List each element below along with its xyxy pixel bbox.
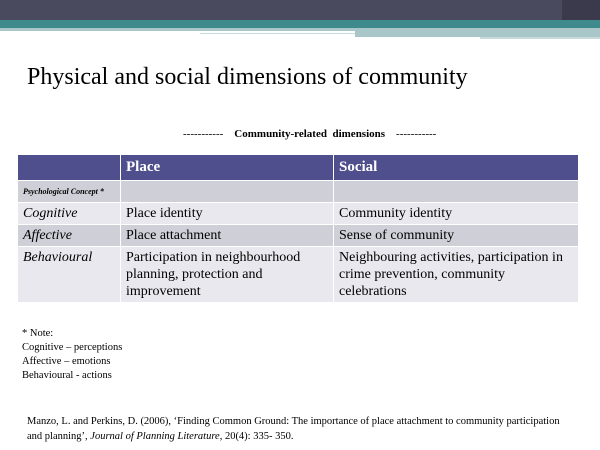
- table-subheading: [183, 128, 436, 140]
- top-band-dark: [0, 0, 600, 20]
- table-row-cognitive: [18, 203, 579, 225]
- header-cell-empty: [18, 155, 121, 181]
- cell-affective-social: Sense of community: [334, 225, 579, 247]
- footnote-line-behavioural: Behavioural - actions: [22, 370, 112, 381]
- header-cell-social: Social: [334, 155, 579, 181]
- citation-journal: Journal of Planning Literature: [90, 431, 220, 442]
- top-band-light-left: [0, 28, 355, 31]
- dimensions-table: [17, 154, 579, 303]
- concept-social-cell: [334, 181, 579, 203]
- top-band-teal: [0, 20, 600, 28]
- top-band-thin-line: [200, 33, 355, 34]
- citation-text: Manzo, L. and Perkins, D. (2006), ‘Finding Common Ground: The importance of place attachment to community participation and planning’,: [27, 416, 560, 442]
- citation-volume: , 20(4): 335- 350.: [219, 431, 294, 442]
- subheading-dash-right: -----------: [396, 128, 437, 140]
- top-band-corner: [562, 0, 600, 20]
- cell-cognitive-place: Place identity: [121, 203, 334, 225]
- footnote-line-cognitive: Cognitive – perceptions: [22, 342, 123, 353]
- row-label-behavioural: Behavioural: [18, 247, 121, 303]
- slide-title: Physical and social dimensions of community: [27, 64, 468, 90]
- cell-behavioural-social: Neighbouring activities, participation in crime prevention, community celebrations: [334, 247, 579, 303]
- row-label-affective: Affective: [18, 225, 121, 247]
- top-band-thin-line-right: [480, 37, 600, 39]
- concept-place-cell: [121, 181, 334, 203]
- footnote: [22, 327, 122, 383]
- footnote-heading: * Note:: [22, 328, 54, 339]
- table-row-concept: [18, 181, 579, 203]
- citation: [27, 414, 572, 444]
- table-header-row: [18, 155, 579, 181]
- header-cell-place: Place: [121, 155, 334, 181]
- cell-behavioural-place: Participation in neighbourhood planning, protection and improvement: [121, 247, 334, 303]
- subheading-dash-left: -----------: [183, 128, 224, 140]
- top-band-light-right: [355, 28, 600, 37]
- row-label-cognitive: Cognitive: [18, 203, 121, 225]
- cell-affective-place: Place attachment: [121, 225, 334, 247]
- footnote-line-affective: Affective – emotions: [22, 356, 111, 367]
- subheading-text: Community-related dimensions: [234, 128, 386, 140]
- concept-label: Psychological Concept *: [18, 181, 121, 203]
- table-row-behavioural: [18, 247, 579, 303]
- table-row-affective: [18, 225, 579, 247]
- cell-cognitive-social: Community identity: [334, 203, 579, 225]
